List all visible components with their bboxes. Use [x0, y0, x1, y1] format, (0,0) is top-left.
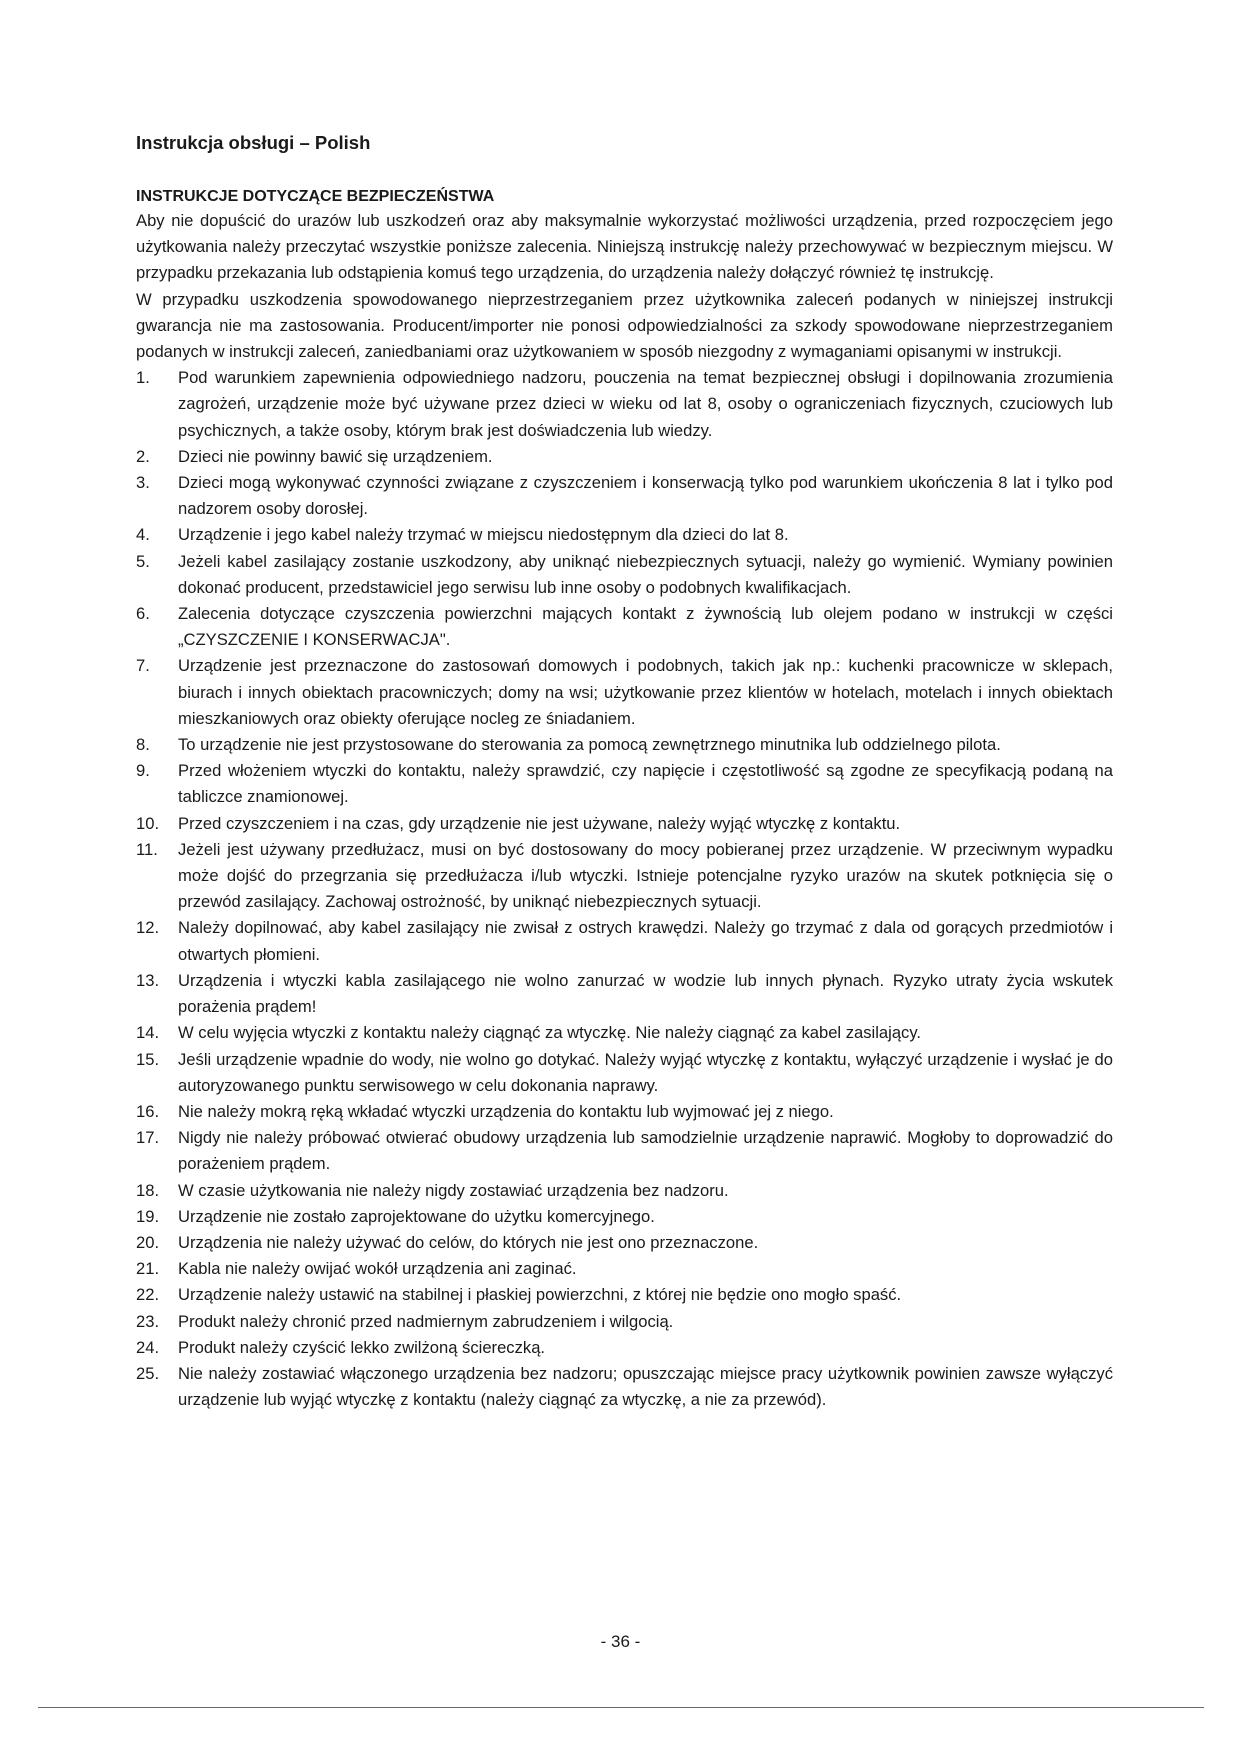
list-item-number: 1. — [136, 368, 150, 388]
list-item — [136, 732, 1113, 758]
warranty-paragraph: W przypadku uszkodzenia spowodowanego nieprzestrzeganiem przez użytkownika zaleceń podanych w niniejszej instrukcji gwarancja nie ma zastosowania. Producent/importer nie ponosi odpowiedzialności za szkody spowodowane nieprzestrzeganiem podanych w instrukcji zaleceń, zaniedbaniami oraz użytkowaniem w sposób niezgodny z wymaganiami opisanymi w instrukcji. — [136, 289, 1113, 362]
safety-instructions-list — [136, 365, 1113, 1413]
list-item — [136, 1047, 1113, 1099]
page-number: - 36 - — [600, 1632, 641, 1651]
intro-paragraph: Aby nie dopuścić do urazów lub uszkodzeń oraz aby maksymalnie wykorzystać możliwości urządzenia, przed rozpoczęciem jego użytkowania należy przeczytać wszystkie poniższe zalecenia. Niniejszą instrukcję należy przechowywać w bezpiecznym miejscu. W przypadku przekazania lub odstąpienia komuś tego urządzenia, do urządzenia należy dołączyć również tę instrukcję. — [136, 211, 1113, 283]
list-item-text: Przed włożeniem wtyczki do kontaktu, należy sprawdzić, czy napięcie i częstotliwość są zgodne ze specyfikacją podaną na tabliczce znamionowej. — [178, 761, 1113, 807]
list-item-text: Urządzenia nie należy używać do celów, do których nie jest ono przeznaczone. — [178, 1232, 759, 1252]
list-item-text: Produkt należy czyścić lekko zwilżoną ściereczką. — [178, 1337, 546, 1357]
list-item — [136, 1309, 1113, 1335]
list-item-text: Jeżeli kabel zasilający zostanie uszkodzony, aby uniknąć niebezpiecznych sytuacji, należy go wymienić. Wymiany powinien dokonać producent, przedstawiciel jego serwisu lub inne osoby o podobnych kwalifikacjach. — [178, 551, 1113, 597]
list-item-number: 25. — [136, 1363, 160, 1383]
list-item-text: W celu wyjęcia wtyczki z kontaktu należy ciągnąć za wtyczkę. Nie należy ciągnąć za kabel zasilający. — [178, 1023, 922, 1043]
list-item — [136, 1204, 1113, 1230]
list-item-text: Należy dopilnować, aby kabel zasilający nie zwisał z ostrych krawędzi. Należy go trzymać z dala od gorących przedmiotów i otwartych płomieni. — [178, 918, 1113, 964]
list-item-number: 14. — [136, 1023, 160, 1043]
manual-title: Instrukcja obsługi – Polish — [136, 132, 371, 153]
list-item-text: Dzieci nie powinny bawić się urządzeniem. — [178, 446, 493, 466]
list-item-number: 22. — [136, 1285, 160, 1305]
list-item-text: Urządzenie jest przeznaczone do zastosowań domowych i podobnych, takich jak np.: kuchenki pracownicze w sklepach, biurach i innych obiektach pracowniczych; domy na wsi; użytkowanie przez klientów w hotelach, motelach i innych obiektach mieszkaniowych oraz obiekty oferujące nocleg ze śniadaniem. — [178, 656, 1113, 728]
list-item — [136, 444, 1113, 470]
list-item — [136, 1178, 1113, 1204]
list-item-number: 16. — [136, 1101, 160, 1121]
list-item — [136, 915, 1113, 967]
list-item — [136, 1282, 1113, 1308]
list-item — [136, 653, 1113, 732]
list-item-text: Nie należy mokrą ręką wkładać wtyczki urządzenia do kontaktu lub wyjmować jej z niego. — [178, 1101, 834, 1121]
list-item-number: 2. — [136, 446, 150, 466]
list-item-text: Urządzenie i jego kabel należy trzymać w miejscu niedostępnym dla dzieci do lat 8. — [178, 525, 789, 545]
list-item — [136, 1099, 1113, 1125]
list-item — [136, 1335, 1113, 1361]
list-item — [136, 1020, 1113, 1046]
footer-divider — [38, 1707, 1204, 1708]
list-item-number: 18. — [136, 1180, 160, 1200]
list-item — [136, 601, 1113, 653]
list-item-number: 11. — [136, 839, 158, 859]
list-item — [136, 1256, 1113, 1282]
list-item-number: 4. — [136, 525, 150, 545]
list-item-text: Urządzenie nie zostało zaprojektowane do użytku komercyjnego. — [178, 1206, 655, 1226]
list-item-text: Produkt należy chronić przed nadmiernym zabrudzeniem i wilgocią. — [178, 1311, 674, 1331]
list-item — [136, 470, 1113, 522]
list-item-text: W czasie użytkowania nie należy nigdy zostawiać urządzenia bez nadzoru. — [178, 1180, 729, 1200]
list-item-number: 12. — [136, 918, 160, 938]
list-item-number: 19. — [136, 1206, 160, 1226]
list-item — [136, 549, 1113, 601]
list-item-text: Nie należy zostawiać włączonego urządzenia bez nadzoru; opuszczając miejsce pracy użytkownik powinien zawsze wyłączyć urządzenie lub wyjąć wtyczkę z kontaktu (należy ciągnąć za wtyczkę, a nie za przewód). — [178, 1363, 1113, 1410]
list-item-text: To urządzenie nie jest przystosowane do sterowania za pomocą zewnętrznego minutnika lub oddzielnego pilota. — [178, 735, 1001, 755]
list-item-text: Kabla nie należy owijać wokół urządzenia ani zaginać. — [178, 1259, 577, 1279]
list-item-number: 20. — [136, 1232, 160, 1252]
list-item — [136, 758, 1113, 810]
list-item-number: 6. — [136, 604, 150, 624]
list-item-number: 8. — [136, 735, 150, 755]
list-item-text: Przed czyszczeniem i na czas, gdy urządzenie nie jest używane, należy wyjąć wtyczkę z kontaktu. — [178, 813, 901, 833]
list-item-number: 13. — [136, 970, 160, 990]
list-item-number: 23. — [136, 1311, 160, 1331]
list-item — [136, 811, 1113, 837]
list-item — [136, 1125, 1113, 1177]
list-item — [136, 1361, 1113, 1413]
list-item-number: 3. — [136, 473, 150, 493]
list-item — [136, 1230, 1113, 1256]
list-item-text: Zalecenia dotyczące czyszczenia powierzchni mających kontakt z żywnością lub olejem podano w instrukcji w części „CZYSZCZENIE I KONSERWACJA". — [178, 604, 1113, 650]
list-item-text: Nigdy nie należy próbować otwierać obudowy urządzenia lub samodzielnie urządzenie naprawić. Mogłoby to doprowadzić do porażeniem prądem. — [178, 1128, 1113, 1174]
list-item-text: Urządzenia i wtyczki kabla zasilającego nie wolno zanurzać w wodzie lub innych płynach. Ryzyko utraty życia wskutek porażenia prądem! — [178, 970, 1113, 1017]
list-item — [136, 365, 1113, 444]
list-item-number: 21. — [136, 1259, 160, 1279]
list-item-number: 15. — [136, 1049, 160, 1069]
list-item-text: Jeżeli jest używany przedłużacz, musi on być dostosowany do mocy pobieranej przez urządzenie. W przeciwnym wypadku może dojść do przegrzania się przedłużacza i/lub wtyczki. Istnieje potencjalne ryzyko urazów na skutek potknięcia się o przewód zasilający. Zachowaj ostrożność, by uniknąć niebezpiecznych sytuacji. — [178, 839, 1113, 912]
list-item — [136, 837, 1113, 916]
list-item — [136, 968, 1113, 1020]
manual-page — [136, 130, 1113, 1413]
list-item-number: 17. — [136, 1128, 160, 1148]
list-item-text: Dzieci mogą wykonywać czynności związane z czyszczeniem i konserwacją tylko pod warunkiem ukończenia 8 lat i tylko pod nadzorem osoby dorosłej. — [178, 473, 1113, 519]
list-item-text: Pod warunkiem zapewnienia odpowiedniego nadzoru, pouczenia na temat bezpiecznej obsługi i dopilnowania zrozumienia zagrożeń, urządzenie może być używane przez dzieci w wieku od lat 8, osoby o ograniczeniach fizycznych, czuciowych lub psychicznych, a także osoby, którym brak jest doświadczenia lub wiedzy. — [178, 368, 1113, 440]
list-item — [136, 522, 1113, 548]
list-item-number: 9. — [136, 761, 150, 781]
list-item-number: 24. — [136, 1337, 160, 1357]
list-item-text: Jeśli urządzenie wpadnie do wody, nie wolno go dotykać. Należy wyjąć wtyczkę z kontaktu, wyłączyć urządzenie i wysłać je do autoryzowanego punktu serwisowego w celu dokonania naprawy. — [178, 1049, 1113, 1095]
list-item-number: 10. — [136, 813, 160, 833]
list-item-number: 7. — [136, 656, 150, 676]
section-heading: INSTRUKCJE DOTYCZĄCE BEZPIECZEŃSTWA — [136, 188, 495, 205]
list-item-number: 5. — [136, 551, 150, 571]
list-item-text: Urządzenie należy ustawić na stabilnej i płaskiej powierzchni, z której nie będzie ono mogło spaść. — [178, 1285, 902, 1305]
